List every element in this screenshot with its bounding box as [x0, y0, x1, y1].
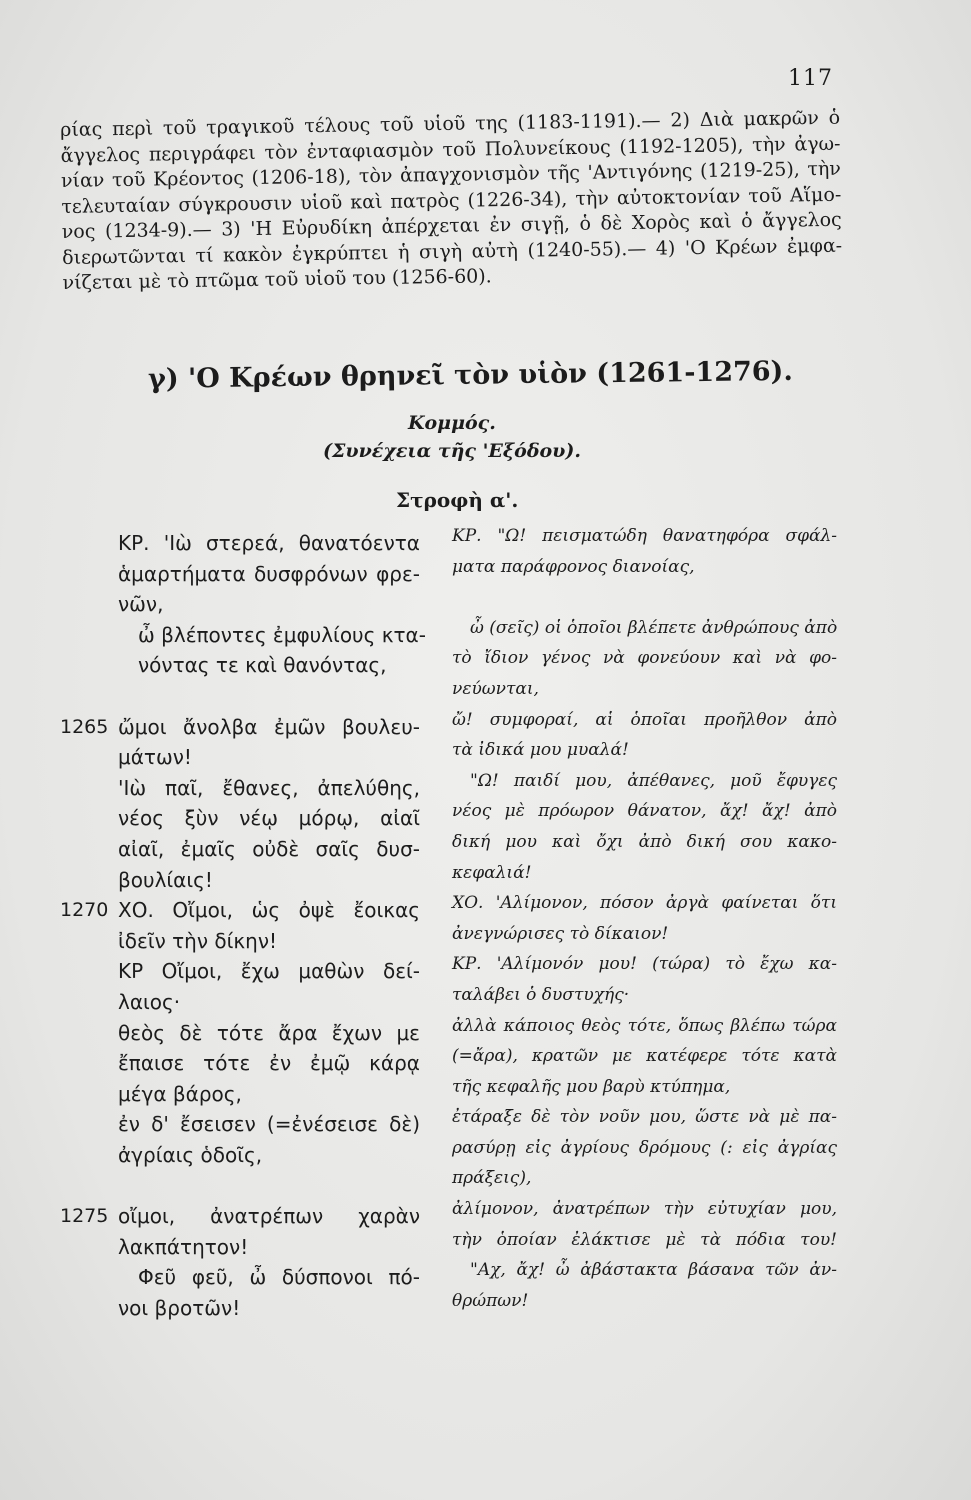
verse-line	[118, 742, 420, 773]
translation-line: τῆς κεφαλῆς μου βαρὺ κτύπημα,	[452, 1076, 731, 1097]
translation-line: ἀλίμονον, ἀνατρέπων τὴν εὐτυχίαν μου,	[452, 1199, 837, 1220]
section-heading: γ) 'Ο Κρέων θρηνεῖ τὸν υἱὸν (1261-1276).	[147, 355, 793, 395]
verse-text: οἴμοι, ἀνατρέπων χαρὰν	[118, 1204, 420, 1229]
verse-line	[118, 1293, 420, 1324]
translation-line: τὴν ὁποίαν ἐλάκτισε μὲ τὰ πόδια του!	[452, 1229, 837, 1250]
stanza-gap	[118, 1170, 420, 1201]
subheading-kommos: Κομμός.	[408, 412, 496, 434]
verse-text: ἔπαισε τότε ἐν ἐμῷ κάρᾳ	[118, 1051, 420, 1076]
translation-line: ΧΟ. 'Αλίμονον, πόσον ἀργὰ φαίνεται ὅτι	[452, 893, 837, 914]
verse-text: βουλίαις!	[118, 867, 213, 892]
verse-text: ΚΡ. 'Ιὼ στερεά, θανατόεντα	[118, 531, 420, 555]
verse-text: νῶν,	[118, 592, 164, 617]
translation-line: (=ἄρα), κρατῶν με κατέφερε τότε κατὰ	[452, 1046, 837, 1067]
verse-line	[118, 803, 420, 834]
verse-text: νέος ξὺν νέῳ μόρῳ, αἰαῖ	[118, 806, 420, 831]
ancient-greek-column	[60, 528, 426, 1323]
translation-line: κεφαλιά!	[452, 862, 532, 883]
intro-line: νίζεται μὲ τὸ πτῶμα τοῦ υἱοῦ του (1256-60).	[62, 265, 492, 294]
verse-line	[118, 650, 420, 681]
verse-line	[118, 987, 420, 1018]
verse-line	[118, 773, 420, 804]
verse-text: αἰαῖ, ἐμαῖς οὐδὲ σαῖς δυσ-	[118, 836, 420, 861]
verse-text: ἁμαρτήματα δυσφρόνων φρε-	[118, 561, 420, 586]
translation-line: ΚΡ. 'Αλίμονόν μου! (τώρα) τὸ ἔχω κα-	[452, 954, 837, 975]
verse-line	[118, 620, 426, 651]
intro-line: νος (1234-9).— 3) 'Η Εὐρυδίκη ἀπέρχεται ἐν σιγῇ, ὁ δὲ Χορὸς καὶ ὁ ἄγγελος	[61, 208, 842, 243]
verse-text: νόντας τε καὶ θανόντας,	[138, 653, 387, 678]
translation-line: ταλάβει ὁ δυστυχής·	[452, 984, 630, 1005]
line-number: 1270	[60, 899, 109, 922]
verse-text: Φεῦ φεῦ, ὦ δύσπονοι πό-	[138, 1265, 420, 1290]
intro-line: τελευταίαν σύγκρουσιν υἱοῦ καὶ πατρὸς (1226-34), τὴν αὐτοκτονίαν τοῦ Αἵμο-	[61, 183, 842, 218]
intro-paragraph	[60, 106, 843, 297]
translation-line: νεύωνται,	[452, 678, 539, 699]
subheading-exodos: (Συνέχεια τῆς 'Εξόδου).	[323, 440, 581, 462]
verse-line	[118, 865, 420, 896]
verse-line	[118, 559, 420, 590]
verse-line	[118, 1262, 420, 1293]
intro-line: νίαν τοῦ Κρέοντος (1206-18), τὸν ἀπαγχονισμὸν τῆς 'Αντιγόνης (1219-25), τὴν	[60, 157, 842, 192]
verse-line	[60, 895, 420, 926]
verse-text: νοι βροτῶν!	[118, 1295, 241, 1320]
verse-text: 'Ιὼ παῖ, ἔθανες, ἀπελύθης,	[118, 775, 420, 800]
verse-line	[118, 1079, 420, 1110]
translation-line: δική μου καὶ ὄχι ἀπὸ δική σου κακο-	[452, 831, 837, 852]
verse-line	[118, 834, 420, 865]
verse-text: ΚΡ Οἴμοι, ἔχω μαθὼν δεί-	[118, 959, 420, 984]
line-number: 1275	[60, 1205, 109, 1228]
intro-line: ρίας περὶ τοῦ τραγικοῦ τέλους τοῦ υἱοῦ της (1183-1191).— 2) Διὰ μακρῶν ὁ	[60, 106, 841, 141]
translation-line: "Ω! παιδί μου, ἀπέθανες, μοῦ ἔφυγες	[470, 770, 837, 791]
translation-line: πράξεις),	[452, 1168, 532, 1189]
stanza-gap	[452, 582, 837, 613]
verse-line	[118, 1232, 420, 1263]
page-number: 117	[788, 66, 833, 91]
line-number: 1265	[60, 715, 109, 738]
verse-line	[118, 1048, 420, 1079]
translation-line: νέος μὲ πρόωρον θάνατον, ἄχ! ἄχ! ἀπὸ	[452, 801, 837, 822]
translation-line: ἀλλὰ κάποιος θεὸς τότε, ὅπως βλέπω τώρα	[452, 1015, 837, 1036]
translation-line: τὰ ἰδικά μου μυαλά!	[452, 740, 629, 761]
translation-line: ρασύρῃ εἰς ἀγρίους δρόμους (: εἰς ἀγρίας	[452, 1137, 837, 1158]
verse-text: ὤμοι ἄνολβα ἐμῶν βουλευ-	[118, 714, 420, 739]
translation-line: ἀνεγνώρισες τὸ δίκαιον!	[452, 923, 669, 944]
verse-text: λαιος·	[118, 989, 181, 1014]
translation-column	[452, 521, 837, 1316]
verse-line	[118, 1109, 420, 1140]
verse-line	[118, 589, 420, 620]
verse-text: μάτων!	[118, 745, 192, 770]
translation-line: ἐτάραξε δὲ τὸν νοῦν μου, ὥστε νὰ μὲ πα-	[452, 1107, 837, 1128]
verse-line	[60, 1201, 420, 1232]
verse-line	[118, 528, 420, 559]
stanza-gap	[118, 681, 420, 712]
translation-line: τὸ ἴδιον γένος νὰ φονεύουν καὶ νὰ φο-	[452, 648, 837, 669]
verse-text: ΧΟ. Οἴμοι, ὡς ὀψὲ ἔοικας	[118, 898, 420, 923]
verse-text: λακπάτητον!	[118, 1234, 249, 1259]
translation-line: ματα παράφρονος διανοίας,	[452, 556, 695, 577]
translation-line: ΚΡ. "Ω! πεισματώδη θανατηφόρα σφάλ-	[452, 526, 837, 546]
translation-line: θρώπων!	[452, 1290, 529, 1311]
verse-line	[60, 712, 420, 743]
translation-line: "Αχ, ἄχ! ὦ ἀβάστακτα βάσανα τῶν ἀν-	[470, 1260, 837, 1281]
verse-line	[118, 956, 420, 987]
verse-text: ὦ βλέποντες ἐμφυλίους κτα-	[138, 622, 426, 647]
verse-line	[118, 1018, 420, 1049]
verse-text: θεὸς δὲ τότε ἄρα ἔχων με	[118, 1020, 420, 1045]
intro-line: ἄγγελος περιγράφει τὸν ἐνταφιασμὸν τοῦ Πολυνείκους (1192-1205), τὴν ἀγω-	[60, 132, 841, 167]
translation-line: ὤ! συμφοραί, αἱ ὁποῖαι προῆλθον ἀπὸ	[452, 709, 837, 730]
verse-text: ἐν δ' ἔσεισεν (=ἐνέσεισε δὲ)	[118, 1112, 420, 1137]
strophe-title: Στροφὴ α'.	[396, 488, 519, 512]
verse-text: ἀγρίαις ὁδοῖς,	[118, 1142, 263, 1167]
translation-line: ὦ (σεῖς) οἱ ὁποῖοι βλέπετε ἀνθρώπους ἀπὸ	[470, 617, 838, 638]
intro-line: διερωτῶνται τί κακὸν ἐγκρύπτει ἡ σιγὴ αὐτὴ (1240-55).— 4) 'Ο Κρέων ἐμφα-	[62, 234, 843, 269]
verse-line	[118, 926, 420, 957]
verse-text: μέγα βάρος,	[118, 1081, 242, 1106]
verse-line	[118, 1140, 420, 1171]
verse-text: ἰδεῖν τὴν δίκην!	[118, 928, 278, 953]
